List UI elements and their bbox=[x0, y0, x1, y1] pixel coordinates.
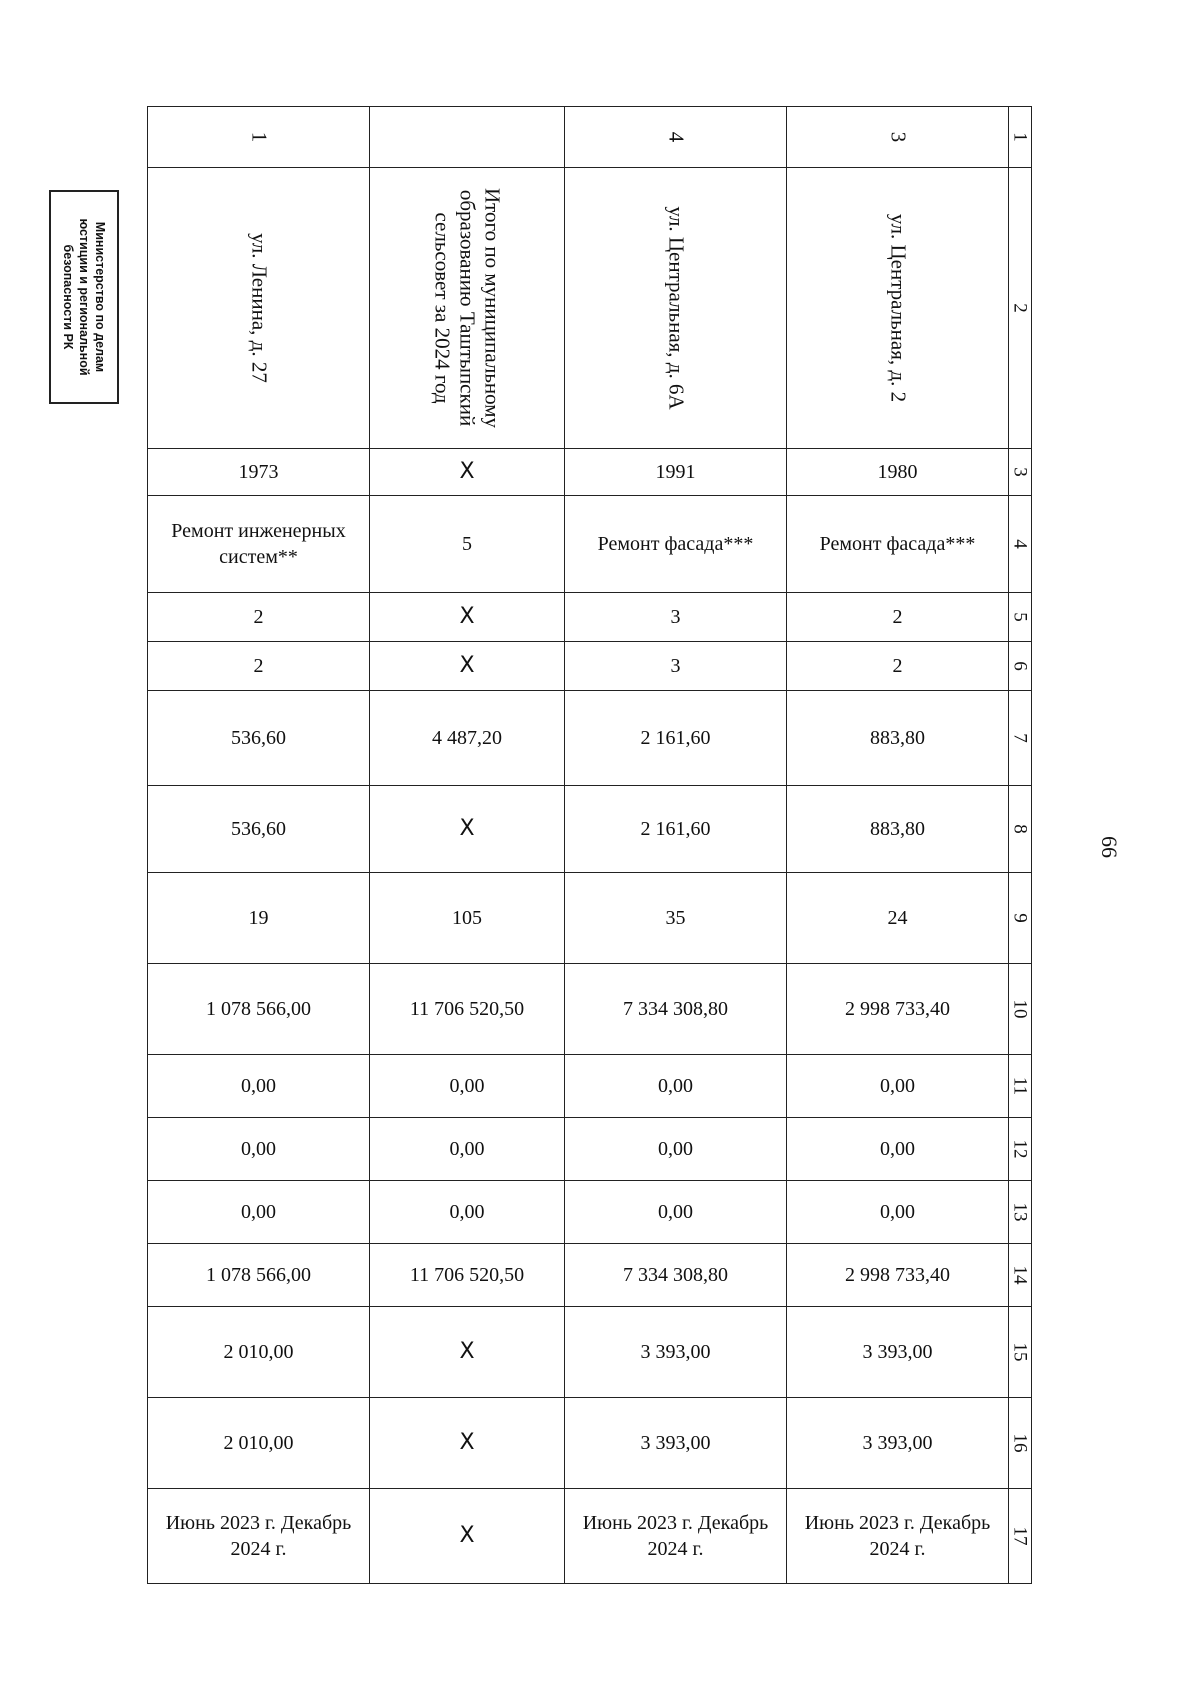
column-index-cell bbox=[1009, 1244, 1032, 1307]
value-cell bbox=[148, 873, 370, 964]
cell-value: 0,00 bbox=[880, 1075, 915, 1097]
column-index: 8 bbox=[1009, 824, 1031, 834]
address-text: ул. Центральная, д. 6А bbox=[664, 206, 688, 410]
table-row bbox=[148, 1181, 1032, 1244]
column-index-cell bbox=[1009, 449, 1032, 496]
value-cell bbox=[370, 1398, 565, 1489]
column-index-cell bbox=[1009, 691, 1032, 786]
cell-value: 883,80 bbox=[870, 818, 925, 840]
table-row bbox=[148, 873, 1032, 964]
cell-value: 105 bbox=[452, 907, 482, 929]
column-index-cell bbox=[1009, 1181, 1032, 1244]
column-index-cell bbox=[1009, 786, 1032, 873]
column-index: 5 bbox=[1009, 612, 1031, 622]
column-index: 1 bbox=[1009, 132, 1031, 142]
column-index: 11 bbox=[1009, 1076, 1031, 1096]
column-index: 3 bbox=[1009, 467, 1031, 477]
not-applicable-mark: X bbox=[459, 1339, 475, 1364]
value-cell bbox=[370, 1489, 565, 1584]
column-index: 2 bbox=[1009, 303, 1031, 313]
capital-repair-table bbox=[147, 106, 1032, 1584]
table-row bbox=[148, 107, 1032, 168]
value-cell bbox=[565, 1307, 787, 1398]
cell-value: 3 bbox=[670, 655, 681, 677]
cell-value: 0,00 bbox=[241, 1201, 276, 1223]
column-index-cell bbox=[1009, 964, 1032, 1055]
cell-value: 3 393,00 bbox=[640, 1341, 711, 1363]
value-cell bbox=[148, 1118, 370, 1181]
address-cell bbox=[370, 168, 565, 449]
value-cell bbox=[148, 496, 370, 593]
table-row bbox=[148, 449, 1032, 496]
cell-value: 2 bbox=[892, 655, 903, 677]
cell-value: 1980 bbox=[877, 461, 918, 483]
cell-value: 0,00 bbox=[880, 1138, 915, 1160]
value-cell bbox=[370, 964, 565, 1055]
not-applicable-mark: X bbox=[459, 1430, 475, 1455]
table-row bbox=[148, 1398, 1032, 1489]
cell-value: 2 010,00 bbox=[223, 1341, 294, 1363]
table-row bbox=[148, 593, 1032, 642]
value-cell bbox=[148, 1398, 370, 1489]
cell-value: 3 bbox=[670, 606, 681, 628]
table-row bbox=[148, 642, 1032, 691]
value-cell bbox=[148, 691, 370, 786]
not-applicable-mark: X bbox=[459, 653, 475, 678]
address-cell bbox=[787, 168, 1009, 449]
value-cell bbox=[370, 691, 565, 786]
table-row bbox=[148, 1118, 1032, 1181]
cell-value: 0,00 bbox=[449, 1201, 485, 1223]
value-cell bbox=[370, 642, 565, 691]
value-cell bbox=[787, 1244, 1009, 1307]
cell-value: Ремонт фасада*** bbox=[819, 533, 976, 555]
cell-value: 1 078 566,00 bbox=[206, 1264, 311, 1286]
value-cell bbox=[148, 593, 370, 642]
cell-value: 5 bbox=[462, 533, 472, 555]
value-cell bbox=[370, 593, 565, 642]
value-cell bbox=[370, 786, 565, 873]
column-index: 16 bbox=[1009, 1433, 1031, 1453]
cell-value: Июнь 2023 г. Декабрь 2024 г. bbox=[582, 1512, 769, 1560]
stamp-text bbox=[60, 194, 108, 400]
cell-value: 11 706 520,50 bbox=[409, 1264, 525, 1286]
value-cell bbox=[787, 786, 1009, 873]
value-cell bbox=[787, 1118, 1009, 1181]
record-number-cell bbox=[370, 107, 565, 168]
value-cell bbox=[787, 1489, 1009, 1584]
column-index-cell bbox=[1009, 1055, 1032, 1118]
value-cell bbox=[565, 964, 787, 1055]
record-number: 4 bbox=[664, 131, 688, 143]
record-number: 3 bbox=[886, 131, 910, 143]
cell-value: 1 078 566,00 bbox=[206, 998, 311, 1020]
stamp-line: юстиции и региональной bbox=[77, 218, 91, 376]
value-cell bbox=[565, 1181, 787, 1244]
stamp-line: безопасности РК bbox=[61, 244, 75, 350]
cell-value: 24 bbox=[887, 907, 908, 929]
table-row bbox=[148, 1489, 1032, 1584]
value-cell bbox=[148, 786, 370, 873]
column-index: 13 bbox=[1009, 1202, 1031, 1222]
value-cell bbox=[787, 873, 1009, 964]
cell-value: 3 393,00 bbox=[862, 1341, 933, 1363]
column-index-cell bbox=[1009, 496, 1032, 593]
cell-value: Июнь 2023 г. Декабрь 2024 г. bbox=[165, 1512, 352, 1560]
value-cell bbox=[787, 1055, 1009, 1118]
value-cell bbox=[370, 1118, 565, 1181]
value-cell bbox=[148, 1055, 370, 1118]
value-cell bbox=[565, 449, 787, 496]
value-cell bbox=[370, 1307, 565, 1398]
column-index: 9 bbox=[1009, 913, 1031, 923]
address-cell bbox=[148, 168, 370, 449]
table-row bbox=[148, 1307, 1032, 1398]
value-cell bbox=[565, 873, 787, 964]
cell-value: 1973 bbox=[238, 461, 279, 483]
cell-value: 3 393,00 bbox=[640, 1432, 711, 1454]
cell-value: 536,60 bbox=[231, 818, 286, 840]
value-cell bbox=[565, 691, 787, 786]
value-cell bbox=[787, 593, 1009, 642]
column-index-cell bbox=[1009, 1398, 1032, 1489]
cell-value: 2 998 733,40 bbox=[845, 1264, 950, 1286]
cell-value: 7 334 308,80 bbox=[623, 1264, 728, 1286]
address-text: Итого по муниципальному образованию Таштыпский сельсовет за 2024 год bbox=[430, 187, 505, 429]
value-cell bbox=[565, 1118, 787, 1181]
cell-value: 883,80 bbox=[870, 727, 925, 749]
column-index: 4 bbox=[1009, 539, 1031, 549]
cell-value: 4 487,20 bbox=[432, 727, 502, 749]
stamp-line: Министерство по делам bbox=[93, 221, 107, 373]
column-index-cell bbox=[1009, 168, 1032, 449]
cell-value: 3 393,00 bbox=[862, 1432, 933, 1454]
column-index: 17 bbox=[1009, 1526, 1031, 1546]
record-number-cell bbox=[787, 107, 1009, 168]
cell-value: 2 161,60 bbox=[640, 818, 711, 840]
value-cell bbox=[370, 1244, 565, 1307]
cell-value: 2 bbox=[892, 606, 903, 628]
value-cell bbox=[148, 1244, 370, 1307]
cell-value: 0,00 bbox=[658, 1138, 693, 1160]
cell-value: 2 161,60 bbox=[640, 727, 711, 749]
page-number: 66 bbox=[1097, 836, 1122, 858]
cell-value: 35 bbox=[665, 907, 686, 929]
column-index: 10 bbox=[1009, 999, 1031, 1019]
value-cell bbox=[565, 593, 787, 642]
record-number-cell bbox=[148, 107, 370, 168]
column-index: 12 bbox=[1009, 1139, 1031, 1159]
address-cell bbox=[565, 168, 787, 449]
column-index: 7 bbox=[1009, 733, 1031, 743]
value-cell bbox=[148, 449, 370, 496]
cell-value: 536,60 bbox=[231, 727, 286, 749]
cell-value: 0,00 bbox=[880, 1201, 915, 1223]
value-cell bbox=[370, 1181, 565, 1244]
cell-value: 0,00 bbox=[449, 1138, 485, 1160]
cell-value: 2 bbox=[253, 606, 264, 628]
column-index-cell bbox=[1009, 642, 1032, 691]
table-body bbox=[148, 107, 1032, 1584]
column-index-cell bbox=[1009, 873, 1032, 964]
cell-value: Ремонт фасада*** bbox=[597, 533, 754, 555]
value-cell bbox=[148, 1307, 370, 1398]
table-row bbox=[148, 964, 1032, 1055]
value-cell bbox=[787, 964, 1009, 1055]
value-cell bbox=[370, 873, 565, 964]
cell-value: 2 bbox=[253, 655, 264, 677]
column-index-cell bbox=[1009, 1307, 1032, 1398]
cell-value: Ремонт инженерных систем** bbox=[171, 520, 346, 568]
value-cell bbox=[148, 1489, 370, 1584]
value-cell bbox=[565, 1055, 787, 1118]
cell-value: 0,00 bbox=[658, 1201, 693, 1223]
cell-value: 2 998 733,40 bbox=[845, 998, 950, 1020]
value-cell bbox=[148, 642, 370, 691]
table-row bbox=[148, 786, 1032, 873]
registration-stamp bbox=[49, 190, 119, 404]
cell-value: 0,00 bbox=[658, 1075, 693, 1097]
column-index-cell bbox=[1009, 107, 1032, 168]
table-row bbox=[148, 691, 1032, 786]
value-cell bbox=[370, 449, 565, 496]
column-index: 6 bbox=[1009, 661, 1031, 671]
value-cell bbox=[787, 691, 1009, 786]
not-applicable-mark: X bbox=[459, 1523, 475, 1548]
column-index-cell bbox=[1009, 593, 1032, 642]
cell-value: 0,00 bbox=[241, 1138, 276, 1160]
address-text: ул. Ленина, д. 27 bbox=[247, 233, 271, 383]
column-index: 14 bbox=[1009, 1265, 1031, 1285]
column-index: 15 bbox=[1009, 1342, 1031, 1362]
value-cell bbox=[565, 1244, 787, 1307]
cell-value: 11 706 520,50 bbox=[409, 998, 525, 1020]
value-cell bbox=[148, 1181, 370, 1244]
cell-value: Июнь 2023 г. Декабрь 2024 г. bbox=[804, 1512, 991, 1560]
record-number-cell bbox=[565, 107, 787, 168]
cell-value: 0,00 bbox=[449, 1075, 485, 1097]
column-index-cell bbox=[1009, 1489, 1032, 1584]
value-cell bbox=[787, 1181, 1009, 1244]
value-cell bbox=[565, 786, 787, 873]
value-cell bbox=[787, 1307, 1009, 1398]
value-cell bbox=[370, 496, 565, 593]
value-cell bbox=[787, 449, 1009, 496]
column-index-cell bbox=[1009, 1118, 1032, 1181]
value-cell bbox=[148, 964, 370, 1055]
cell-value: 0,00 bbox=[241, 1075, 276, 1097]
table-row bbox=[148, 1055, 1032, 1118]
table-row bbox=[148, 1244, 1032, 1307]
not-applicable-mark: X bbox=[459, 459, 475, 484]
cell-value: 7 334 308,80 bbox=[623, 998, 728, 1020]
value-cell bbox=[565, 1489, 787, 1584]
cell-value: 19 bbox=[248, 907, 269, 929]
value-cell bbox=[787, 1398, 1009, 1489]
table-row bbox=[148, 168, 1032, 449]
record-number: 1 bbox=[247, 131, 271, 143]
value-cell bbox=[370, 1055, 565, 1118]
value-cell bbox=[565, 642, 787, 691]
value-cell bbox=[565, 496, 787, 593]
cell-value: 2 010,00 bbox=[223, 1432, 294, 1454]
value-cell bbox=[565, 1398, 787, 1489]
not-applicable-mark: X bbox=[459, 816, 475, 841]
address-text: ул. Центральная, д. 2 bbox=[886, 213, 910, 403]
table-row bbox=[148, 496, 1032, 593]
not-applicable-mark: X bbox=[459, 604, 475, 629]
value-cell bbox=[787, 642, 1009, 691]
value-cell bbox=[787, 496, 1009, 593]
cell-value: 1991 bbox=[655, 461, 696, 483]
